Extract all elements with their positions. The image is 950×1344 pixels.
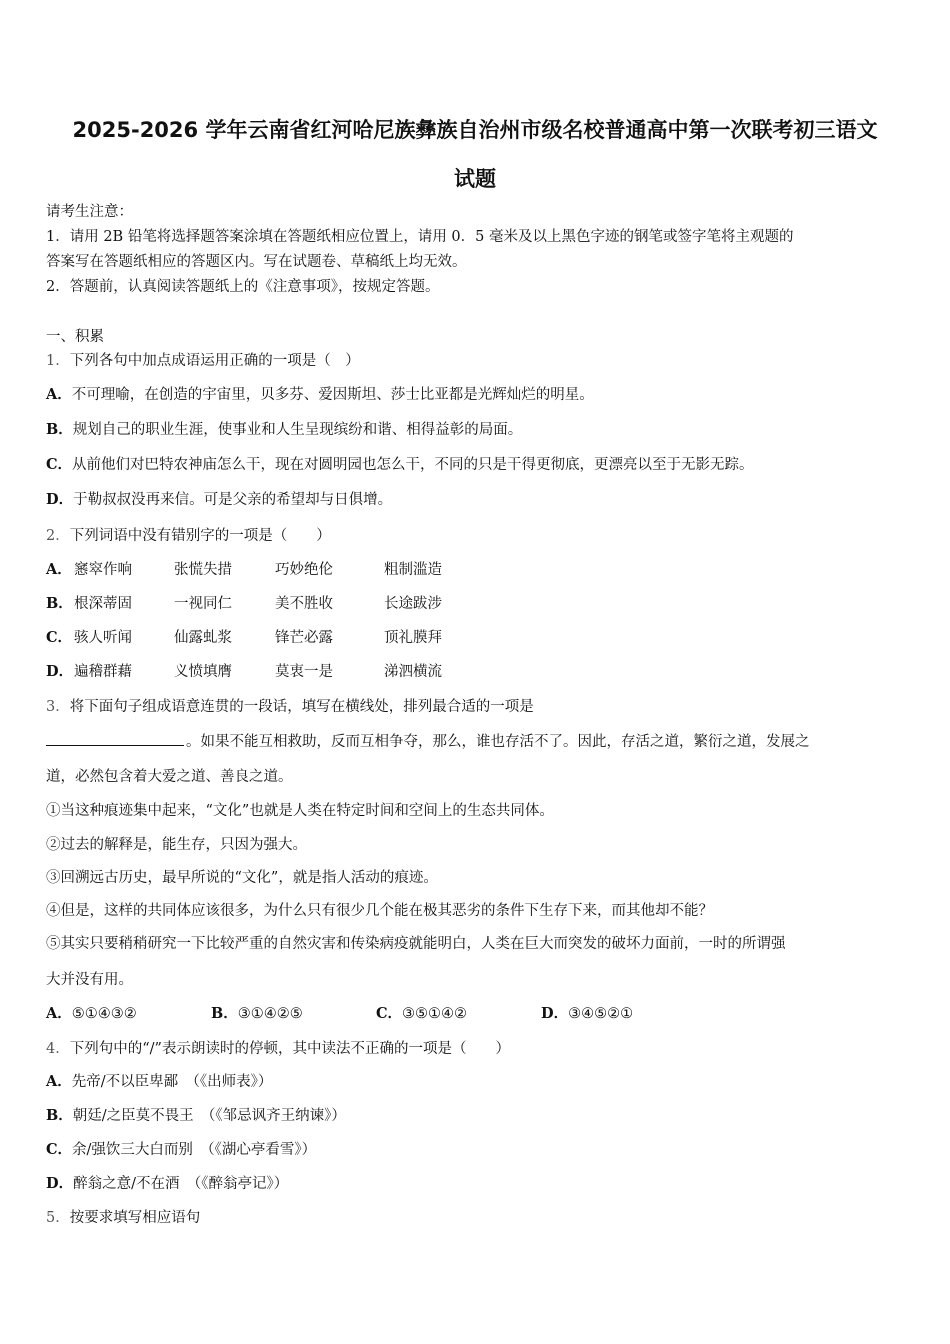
option-label: A． <box>46 1073 72 1090</box>
option-label: D． <box>46 491 74 508</box>
question-stem: 下列句中的“/”表示朗读时的停顿，其中读法不正确的一项是（ ） <box>69 1041 510 1057</box>
question-stem: 下列词语中没有错别字的一项是（ ） <box>69 528 331 544</box>
question-stem: 将下面句子组成语意连贯的一段话，填写在横线处，排列最合适的一项是 <box>69 699 534 715</box>
option-text: 规划自己的职业生涯，使事业和人生呈现缤纷和谐、相得益彰的局面。 <box>72 422 523 438</box>
option-text: 醉翁之意/不在酒 （《醉翁亭记》） <box>73 1176 289 1192</box>
question-5 <box>46 1208 910 1228</box>
question-number: 5． <box>46 1210 70 1226</box>
q3-sentence-3: ③回溯远古历史，最早所说的“文化”，就是指人活动的痕迹。 <box>46 870 438 886</box>
question-2 <box>46 526 910 546</box>
option-text: 于勒叔叔没再来信。可是父亲的希望却与日俱增。 <box>73 492 393 508</box>
option-word: 顶礼膜拜 <box>384 630 442 646</box>
q3-sentence-1: ①当这种痕迹集中起来，“文化”也就是人类在特定时间和空间上的生态共同体。 <box>46 803 554 819</box>
passage-text: 。如果不能互相救助，反而互相争夺，那么，谁也存活不了。因此，存活之道，繁衍之道，发展之 <box>186 734 810 750</box>
page-title: 2025-2026 学年云南省红河哈尼族彝族自治州市级名校普通高中第一次联考初三语文 <box>72 118 878 142</box>
question-1 <box>46 351 910 371</box>
q4-option-b <box>46 1106 910 1126</box>
q3-sentence-2: ②过去的解释是，能生存，只因为强大。 <box>46 837 307 853</box>
option-word: 莫衷一是 <box>275 664 333 680</box>
option-text: ③①④②⑤ <box>237 1006 303 1022</box>
option-word: 张慌失措 <box>174 562 232 578</box>
question-number: 4． <box>46 1041 70 1057</box>
option-word: 锋芒必露 <box>275 630 333 646</box>
option-label: C． <box>46 629 73 646</box>
option-label: A． <box>46 1005 72 1022</box>
q2-option-a <box>46 560 910 580</box>
question-number: 3． <box>46 699 70 715</box>
option-label: C． <box>376 1005 403 1022</box>
q1-option-c <box>46 455 910 475</box>
q3-options <box>46 1004 910 1024</box>
option-word: 骇人听闻 <box>74 630 132 646</box>
option-text: 朝廷/之臣莫不畏王 （《邹忌讽齐王纳谏》） <box>72 1108 346 1124</box>
question-number: 2． <box>46 528 70 544</box>
option-word: 一视同仁 <box>174 596 232 612</box>
option-label: B． <box>46 421 73 438</box>
q3-sentence-5: ⑤其实只要稍稍研究一下比较严重的自然灾害和传染病疫就能明白，人类在巨大而突发的破坏力面前，一时的所谓强 <box>46 936 786 952</box>
question-stem: 下列各句中加点成语运用正确的一项是（ ） <box>69 353 360 369</box>
option-word: 美不胜收 <box>275 596 333 612</box>
q3-option-b <box>211 1004 376 1024</box>
notice-heading: 请考生注意： <box>46 204 133 220</box>
q3-option-d <box>541 1004 633 1024</box>
option-label: C． <box>46 1141 73 1158</box>
q3-sentence-5-continued: 大并没有用。 <box>46 972 133 988</box>
notice-item-1: 1．请用 2B 铅笔将选择题答案涂填在答题纸相应位置上，请用 0．5 毫米及以上黑色字迹的钢笔或签字笔将主观题的 <box>46 229 794 245</box>
option-text: ③④⑤②① <box>568 1006 634 1022</box>
q4-option-c <box>46 1140 910 1160</box>
option-word: 涕泗横流 <box>384 664 442 680</box>
option-label: D． <box>46 663 74 680</box>
question-stem: 按要求填写相应语句 <box>69 1210 201 1226</box>
option-word: 仙露虬浆 <box>174 630 232 646</box>
option-word: 义愤填膺 <box>174 664 232 680</box>
section-heading: 一、积累 <box>46 329 104 345</box>
notice-item-2: 2．答题前，认真阅读答题纸上的《注意事项》，按规定答题。 <box>46 279 440 295</box>
option-label: D． <box>541 1005 569 1022</box>
option-text: ⑤①④③② <box>71 1006 137 1022</box>
option-word: 巧妙绝伦 <box>275 562 333 578</box>
q3-passage <box>46 731 910 752</box>
option-word: 窸窣作响 <box>74 562 132 578</box>
q3-passage-continued: 道，必然包含着大爱之道、善良之道。 <box>46 769 293 785</box>
option-word: 长途跋涉 <box>384 596 442 612</box>
q3-option-c <box>376 1004 541 1024</box>
q2-option-c <box>46 628 910 648</box>
q2-option-d <box>46 662 910 682</box>
question-3 <box>46 697 910 717</box>
q3-option-a <box>46 1004 211 1024</box>
option-text: 先帝/不以臣卑鄙 （《出师表》） <box>71 1074 273 1090</box>
q1-option-a <box>46 385 910 405</box>
option-word: 遍稽群藉 <box>74 664 132 680</box>
q4-option-a <box>46 1072 910 1092</box>
q2-option-b <box>46 594 910 614</box>
option-label: A． <box>46 386 72 403</box>
option-word: 粗制滥造 <box>384 562 442 578</box>
option-text: ③⑤①④② <box>402 1006 468 1022</box>
option-word: 根深蒂固 <box>74 596 132 612</box>
answer-blank <box>46 731 184 746</box>
option-text: 余/强饮三大白而别 （《湖心亭看雪》） <box>72 1142 317 1158</box>
option-label: A． <box>46 561 72 578</box>
page-title-continued: 试题 <box>454 167 496 191</box>
option-label: D． <box>46 1175 74 1192</box>
option-text: 不可理喻，在创造的宇宙里，贝多芬、爱因斯坦、莎士比亚都是光辉灿烂的明星。 <box>71 387 594 403</box>
option-label: B． <box>211 1005 238 1022</box>
option-text: 从前他们对巴特农神庙怎么干，现在对圆明园也怎么干，不同的只是干得更彻底，更漂亮以至于无影无踪。 <box>72 457 754 473</box>
option-label: C． <box>46 456 73 473</box>
q4-option-d <box>46 1174 910 1194</box>
q3-sentence-4: ④但是，这样的共同体应该很多，为什么只有很少几个能在极其恶劣的条件下生存下来，而其他却不能？ <box>46 903 713 919</box>
option-label: B． <box>46 1107 73 1124</box>
question-4 <box>46 1039 910 1059</box>
question-number: 1． <box>46 353 70 369</box>
notice-item-1-continued: 答案写在答题纸相应的答题区内。写在试题卷、草稿纸上均无效。 <box>46 254 467 270</box>
q1-option-b <box>46 420 910 440</box>
option-label: B． <box>46 595 73 612</box>
q1-option-d <box>46 490 910 510</box>
